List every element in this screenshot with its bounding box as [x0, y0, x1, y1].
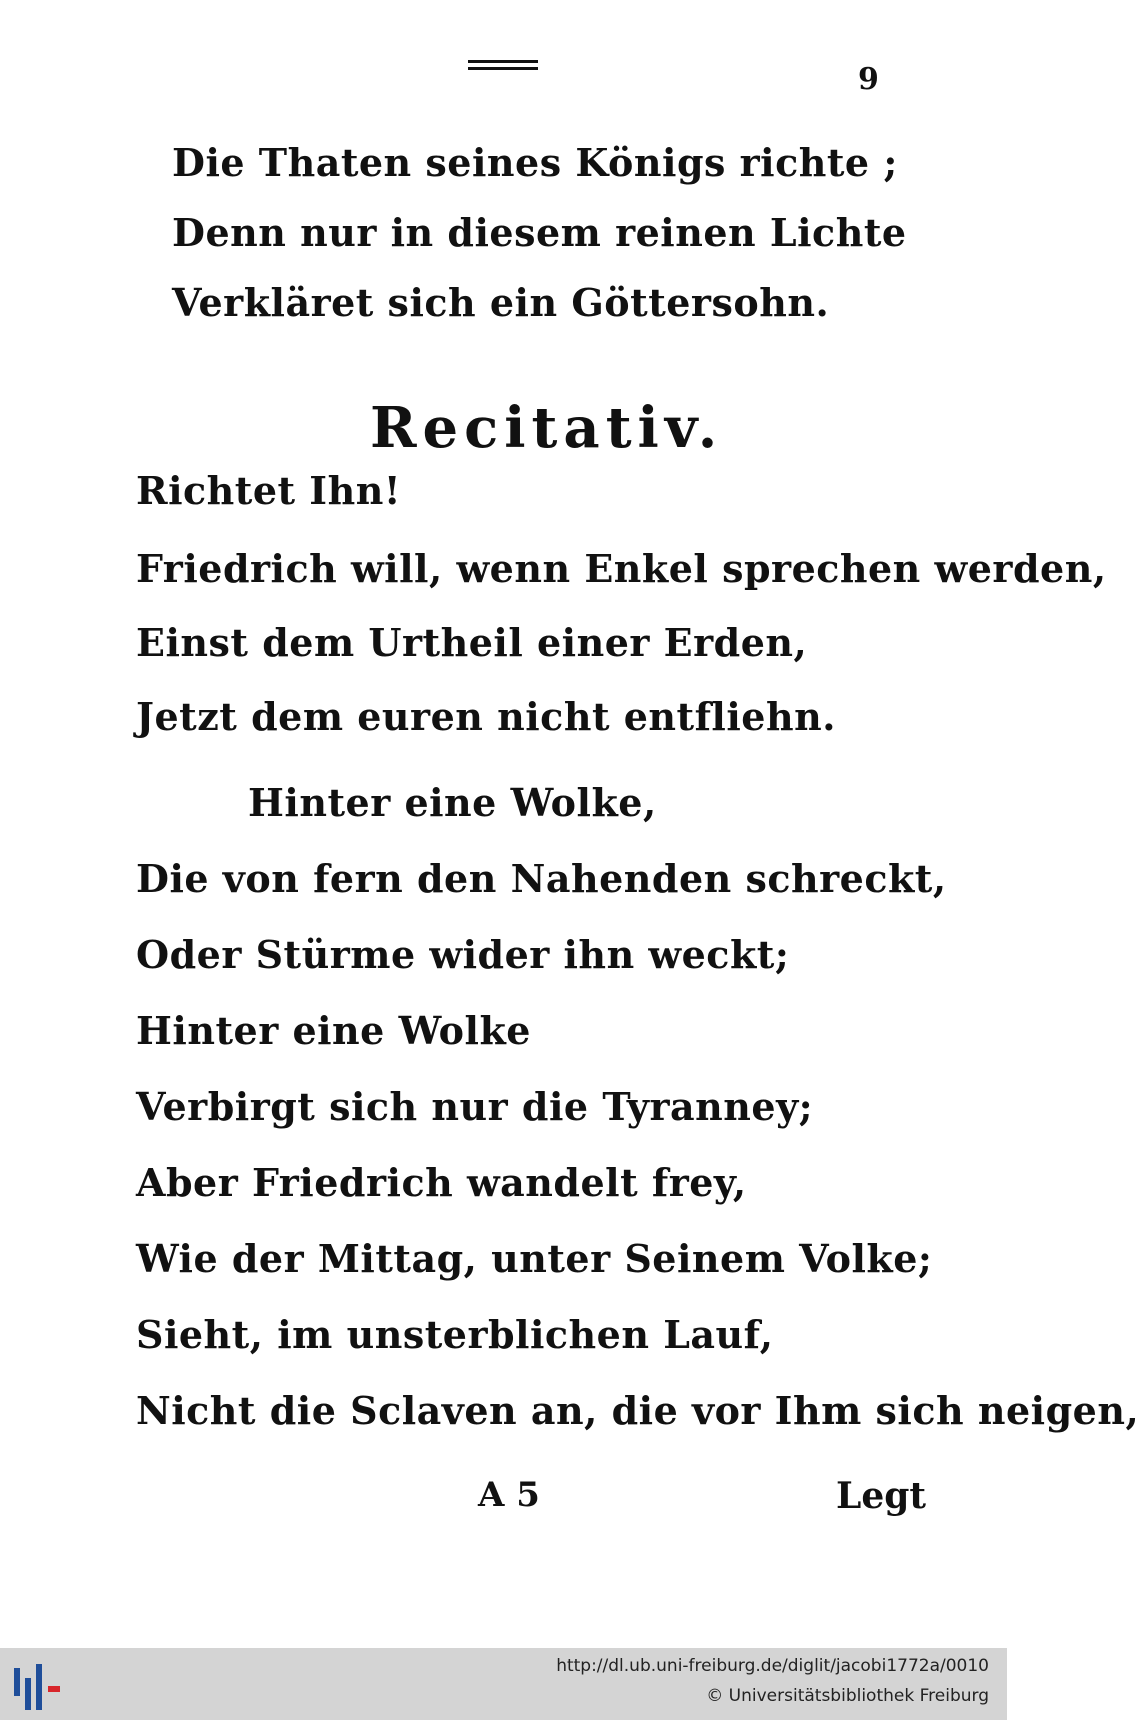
copyright-text: © Universitätsbibliothek Freiburg [706, 1686, 989, 1706]
stanza-line: Verkläret sich ein Göttersohn. [172, 280, 830, 325]
verse-line: Aber Friedrich wandelt frey, [136, 1160, 747, 1205]
recitative-line: Einst dem Urtheil einer Erden, [136, 620, 808, 665]
verse-line: Verbirgt sich nur die Tyranney; [136, 1084, 814, 1129]
verse-line: Die von fern den Nahenden schreckt, [136, 856, 947, 901]
verse-line: Sieht, im unsterblichen Lauf, [136, 1312, 774, 1357]
recitative-line: Richtet Ihn! [136, 468, 402, 513]
ub-freiburg-logo-icon[interactable] [12, 1658, 64, 1714]
stanza-line: Denn nur in diesem reinen Lichte [172, 210, 907, 255]
header-rule [468, 58, 538, 72]
verse-line: Oder Stürme wider ihn weckt; [136, 932, 790, 977]
recitative-line: Friedrich will, wenn Enkel sprechen werden, [136, 546, 1107, 591]
footer-bar [0, 1648, 1007, 1720]
catchword: Legt [836, 1475, 927, 1517]
section-heading: Recitativ. [370, 395, 724, 461]
recitative-line: Jetzt dem euren nicht entfliehn. [136, 694, 836, 739]
page-number: 9 [858, 62, 879, 97]
permalink-url[interactable]: http://dl.ub.uni-freiburg.de/diglit/jacobi1772a/0010 [556, 1656, 989, 1676]
verse-line: Hinter eine Wolke [136, 1008, 531, 1053]
verse-line: Wie der Mittag, unter Seinem Volke; [136, 1236, 933, 1281]
stanza-line: Die Thaten seines Königs richte ; [172, 140, 898, 185]
verse-line: Nicht die Sclaven an, die vor Ihm sich neigen, [136, 1388, 1139, 1433]
signature-mark: A 5 [478, 1475, 540, 1515]
verse-line: Hinter eine Wolke, [248, 780, 657, 825]
